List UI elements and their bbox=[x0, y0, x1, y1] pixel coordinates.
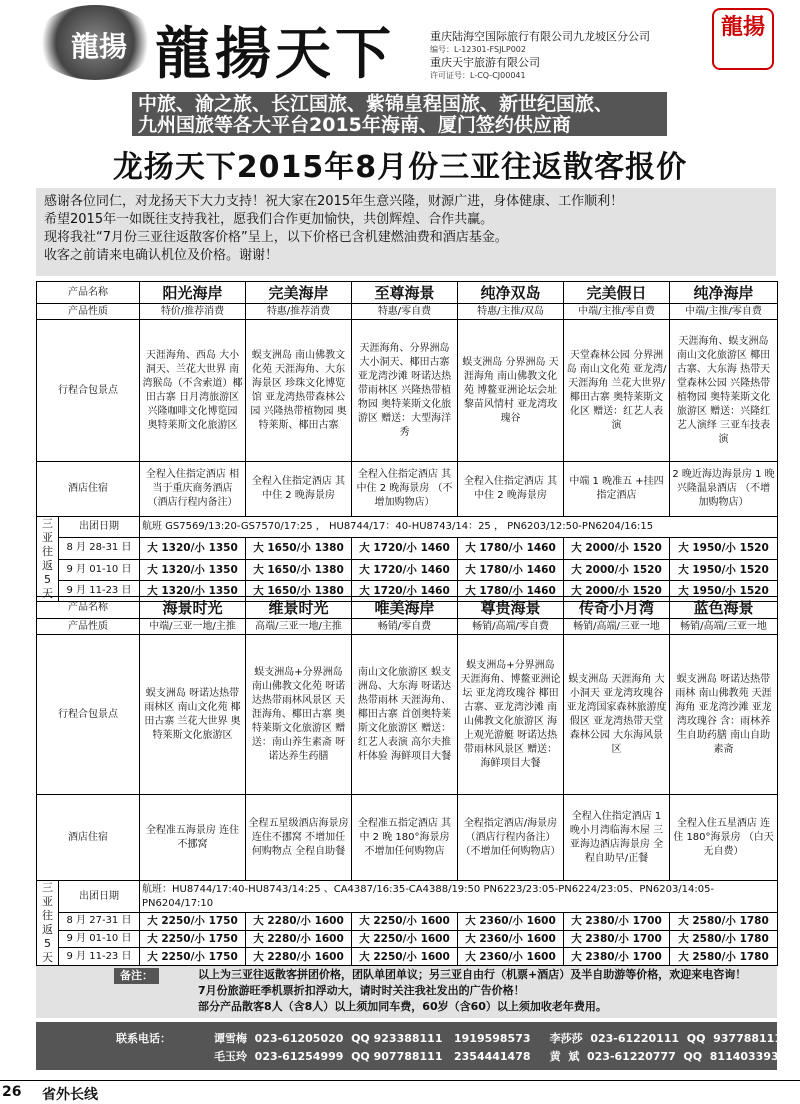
product-name: 蓝色海景 bbox=[670, 597, 778, 619]
hotel-cell: 全程准五海景房 连住不挪窝 bbox=[140, 795, 246, 881]
banner-line-1: 中旅、渝之旅、长江国旅、紫锦皇程国旅、新世纪国旅、 bbox=[138, 93, 614, 115]
route-label bbox=[37, 517, 59, 602]
date-cell: 9 月 11-23 日 bbox=[59, 580, 140, 601]
hotel-cell: 全程指定酒店/海景房 （酒店行程内备注） （不增加任何购物店） bbox=[458, 795, 564, 881]
product-name: 完美假日 bbox=[564, 282, 670, 304]
table-row bbox=[37, 462, 778, 517]
spots-cell: 蜈支洲岛+分界洲岛 南山佛教文化苑 呀诺达热带雨林风景区 天涯海角、椰田古寨 奥特莱斯文化旅游区 赠送：南山养生素斋 呀诺达养生药膳 bbox=[246, 635, 352, 795]
note-lines bbox=[198, 967, 746, 1015]
product-name: 阳光海岸 bbox=[140, 282, 246, 304]
product-name: 纯净海岸 bbox=[670, 282, 778, 304]
spots-cell: 天涯海角、西岛 大小洞天、兰花大世界 南湾猴岛（不含索道）椰田古寨 日月湾旅游区 兴隆咖啡文化博览园 奥特莱斯文化旅游区 bbox=[140, 320, 246, 462]
price-cell: 大 1780/小 1460 bbox=[458, 559, 564, 580]
price-cell: 大 1950/小 1520 bbox=[670, 580, 778, 601]
company-name-2: 重庆天宇旅游有限公司 bbox=[430, 56, 540, 69]
table-row bbox=[37, 635, 778, 795]
flight-info: 航班 GS7569/13:20-GS7570/17:25 ， HU8744/17：40-HU8743/14：25 ， PN6203/12:50-PN6204/16:15 bbox=[140, 517, 778, 538]
price-cell: 大 2580/小 1780 bbox=[670, 948, 778, 966]
date-cell: 8 月 28-31 日 bbox=[59, 538, 140, 559]
price-cell: 大 2280/小 1600 bbox=[246, 913, 352, 931]
route-label-line: 5天 bbox=[42, 573, 53, 600]
intro-line: 现将我社“7月份三亚往返散客价格”呈上，以下价格已含机建燃油费和酒店基金。 bbox=[44, 230, 508, 245]
supplier-banner bbox=[132, 92, 667, 136]
depart-label: 出团日期 bbox=[59, 881, 140, 913]
price-cell: 大 1650/小 1380 bbox=[246, 559, 352, 580]
product-nature: 特价/推荐消费 bbox=[140, 304, 246, 320]
page-footer bbox=[0, 1080, 800, 1101]
price-cell: 大 2580/小 1780 bbox=[670, 913, 778, 931]
intro-box bbox=[36, 188, 776, 276]
route-label-line: 三亚 bbox=[42, 881, 53, 908]
spots-cell: 蜈支洲岛 呀诺达热带雨林区 南山文化苑 椰田古寨 兰花大世界 奥特莱斯文化旅游区 bbox=[140, 635, 246, 795]
price-cell: 大 1720/小 1460 bbox=[352, 580, 458, 601]
price-cell: 大 2580/小 1780 bbox=[670, 930, 778, 948]
price-cell: 大 2000/小 1520 bbox=[564, 538, 670, 559]
product-name: 唯美海岸 bbox=[352, 597, 458, 619]
hotel-cell: 全程入住指定酒店 相当于重庆商务酒店 （酒店行程内备注） bbox=[140, 462, 246, 517]
price-cell: 大 2250/小 1600 bbox=[352, 948, 458, 966]
table-row bbox=[37, 320, 778, 462]
spots-cell: 蜈支洲岛 天涯海角 大小洞天 亚龙湾玫瑰谷 亚龙湾国家森林旅游度假区 亚龙湾热带天堂森林公园 大东海风景区 bbox=[564, 635, 670, 795]
route-label-line: 三亚 bbox=[42, 517, 53, 544]
price-cell: 大 1320/小 1350 bbox=[140, 538, 246, 559]
table-row bbox=[37, 881, 778, 913]
price-cell: 大 2380/小 1700 bbox=[564, 930, 670, 948]
product-nature: 畅销/高端/三亚一地 bbox=[670, 619, 778, 635]
note-box bbox=[36, 966, 777, 1018]
table-row bbox=[37, 538, 778, 559]
seal-stamp: 龍揚 bbox=[712, 8, 774, 70]
spots-cell: 天堂森林公园 分界洲岛 南山文化苑 亚龙湾/天涯海角 兰花大世界/椰田古寨 奥特莱斯文化区 赠送：红艺人表演 bbox=[564, 320, 670, 462]
note-tag: 备注： bbox=[114, 968, 159, 984]
spots-cell: 天涯海角、蜈支洲岛 南山文化旅游区 椰田古寨、大东海 热带天堂森林公园 兴隆热带植物园 奥特莱斯文化旅游区 赠送：兴隆红艺人演绎 三亚车技表演 bbox=[670, 320, 778, 462]
spots-label: 行程合包景点 bbox=[37, 320, 140, 462]
nature-label: 产品性质 bbox=[37, 304, 140, 320]
product-name: 维景时光 bbox=[246, 597, 352, 619]
company-name-1: 重庆陆海空国际旅行有限公司九龙坡区分公司 bbox=[430, 30, 650, 43]
price-cell: 大 2380/小 1700 bbox=[564, 948, 670, 966]
product-nature: 中端/主推/零自费 bbox=[564, 304, 670, 320]
product-label: 产品名称 bbox=[37, 597, 140, 619]
date-cell: 9 月 01-10 日 bbox=[59, 930, 140, 948]
route-label-line: 5天 bbox=[42, 937, 53, 964]
hotel-label: 酒店住宿 bbox=[37, 462, 140, 517]
price-table-1 bbox=[36, 281, 778, 602]
company-info bbox=[430, 30, 650, 82]
price-cell: 大 2360/小 1600 bbox=[458, 930, 564, 948]
date-cell: 9 月 11-23 日 bbox=[59, 948, 140, 966]
spots-cell: 南山文化旅游区 蜈支洲岛、大东海 呀诺达热带雨林 天涯海角、椰田古寨 首创奥特莱斯文化旅游区 赠送：红艺人表演 高尔夫推杆体验 海鲜项目大餐 bbox=[352, 635, 458, 795]
spots-cell: 蜈支洲岛 呀诺达热带雨林 南山佛教苑 天涯海角 亚龙湾沙滩 亚龙湾玫瑰谷 含：雨林养生自助药膳 南山自助素斋 bbox=[670, 635, 778, 795]
table-row bbox=[37, 517, 778, 538]
hotel-cell: 全程入住五星酒店 连住 180°海景房 （白天无自费） bbox=[670, 795, 778, 881]
price-cell: 大 1780/小 1460 bbox=[458, 580, 564, 601]
table-row bbox=[37, 913, 778, 931]
table-row bbox=[37, 795, 778, 881]
price-cell: 大 1650/小 1380 bbox=[246, 538, 352, 559]
hotel-label: 酒店住宿 bbox=[37, 795, 140, 881]
route-label-line: 往返 bbox=[42, 545, 53, 572]
route-label bbox=[37, 881, 59, 966]
date-cell: 9 月 01-10 日 bbox=[59, 559, 140, 580]
price-cell: 大 2360/小 1600 bbox=[458, 913, 564, 931]
spots-label: 行程合包景点 bbox=[37, 635, 140, 795]
table-row bbox=[37, 619, 778, 635]
spots-cell: 蜈支洲岛 南山佛教文化苑 天涯海角、大东海景区 珍珠文化博览馆 亚龙湾热带森林公园 兴隆热带植物园 奥特莱斯、椰田古寨 bbox=[246, 320, 352, 462]
product-name: 完美海岸 bbox=[246, 282, 352, 304]
price-cell: 大 2000/小 1520 bbox=[564, 559, 670, 580]
price-cell: 大 2250/小 1750 bbox=[140, 930, 246, 948]
contacts-row: 毛玉玲 023-61254999 QQ 907788111 2354441478 黄 斌 023-61220777 QQ 811403393 bbox=[214, 1050, 779, 1063]
product-nature: 中端/主推/零自费 bbox=[670, 304, 778, 320]
product-name: 传奇小月湾 bbox=[564, 597, 670, 619]
product-name: 尊贵海景 bbox=[458, 597, 564, 619]
product-name: 至尊海景 bbox=[352, 282, 458, 304]
price-cell: 大 1780/小 1460 bbox=[458, 538, 564, 559]
intro-line: 收客之前请来电确认机位及价格。谢谢！ bbox=[44, 248, 279, 263]
product-nature: 高端/三亚一地/主推 bbox=[246, 619, 352, 635]
product-nature: 畅销/零自费 bbox=[352, 619, 458, 635]
price-cell: 大 2280/小 1600 bbox=[246, 948, 352, 966]
product-nature: 畅销/高端/零自费 bbox=[458, 619, 564, 635]
hotel-cell: 全程入住指定酒店 其中住 2 晚海景房 bbox=[246, 462, 352, 517]
table-row bbox=[37, 304, 778, 320]
product-nature: 特惠/推荐消费 bbox=[246, 304, 352, 320]
brand-title: 龍揚天下 bbox=[155, 21, 395, 87]
spots-cell: 蜈支洲岛+分界洲岛 天涯海角、博鳌亚洲论坛 亚龙湾玫瑰谷 椰田古寨、亚龙湾沙滩 南山佛教文化旅游区 海上观光游艇 呀诺达热带雨林风景区 赠送：海鲜项目大餐 bbox=[458, 635, 564, 795]
license-1: 编号：L-12301-FSJLP002 bbox=[430, 45, 526, 54]
flight-info: 航班：HU8744/17:40-HU8743/14:25 、CA4387/16:35-CA4388/19:50 PN6223/23:05-PN6224/23:05、PN6203/14:05-PN6204/17:10 bbox=[140, 881, 778, 913]
hotel-cell: 全程入住指定酒店 其中住 2 晚海景房 （不增加购物店） bbox=[352, 462, 458, 517]
header bbox=[0, 0, 800, 90]
contacts-bar bbox=[36, 1022, 782, 1070]
table-row bbox=[37, 597, 778, 619]
note-line: 以上为三亚往返散客拼团价格，团队单团单议；另三亚自由行（机票+酒店）及半自助游等价格，欢迎来电咨询！ bbox=[198, 968, 747, 981]
banner-line-2: 九州国旅等各大平台2015年海南、厦门签约供应商 bbox=[138, 114, 571, 136]
price-cell: 大 1950/小 1520 bbox=[670, 559, 778, 580]
note-line: 7月份旅游旺季机票折扣浮动大，请时时关注我社发出的广告价格！ bbox=[198, 984, 525, 997]
logo-text: 龍揚 bbox=[71, 30, 128, 63]
spots-cell: 天涯海角、分界洲岛 大小洞天、椰田古寨 亚龙湾沙滩 呀诺达热带雨林区 兴隆热带植物园 奥特莱斯文化旅游区 赠送：大型海洋秀 bbox=[352, 320, 458, 462]
price-cell: 大 1950/小 1520 bbox=[670, 538, 778, 559]
table-row bbox=[37, 930, 778, 948]
price-cell: 大 1320/小 1350 bbox=[140, 580, 246, 601]
product-nature: 中端/三亚一地/主推 bbox=[140, 619, 246, 635]
nature-label: 产品性质 bbox=[37, 619, 140, 635]
product-nature: 特惠/主推/双岛 bbox=[458, 304, 564, 320]
page-number: 26 bbox=[2, 1084, 22, 1100]
price-cell: 大 2000/小 1520 bbox=[564, 580, 670, 601]
spots-cell: 蜈支洲岛 分界洲岛 天涯海角 南山佛教文化苑 博鳌亚洲论坛会址 黎苗风情村 亚龙湾玫瑰谷 bbox=[458, 320, 564, 462]
price-cell: 大 2250/小 1750 bbox=[140, 913, 246, 931]
date-cell: 8 月 27-31 日 bbox=[59, 913, 140, 931]
intro-line: 感谢各位同仁，对龙扬天下大力支持！祝大家在2015年生意兴隆，财源广进，身体健康、工作顺利！ bbox=[44, 194, 624, 209]
table-row bbox=[37, 282, 778, 304]
note-line: 部分产品散客8人（含8人）以上须加同车费，60岁（含60）以上须加收老年费用。 bbox=[198, 1000, 607, 1013]
logo bbox=[35, 5, 155, 80]
hotel-cell: 2 晚近海边海景房 1 晚兴隆温泉酒店 （不增加购物店） bbox=[670, 462, 778, 517]
contacts-row: 谭雪梅 023-61205020 QQ 923388111 1919598573 李莎莎 023-61220111 QQ 937788111 bbox=[214, 1032, 782, 1045]
table-row bbox=[37, 559, 778, 580]
hotel-cell: 全程准五指定酒店 其中 2 晚 180°海景房 不增加任何购物店 bbox=[352, 795, 458, 881]
product-name: 海景时光 bbox=[140, 597, 246, 619]
depart-label: 出团日期 bbox=[59, 517, 140, 538]
hotel-cell: 全程五星级酒店海景房 连住不挪窝 不增加任何购物点 全程自助餐 bbox=[246, 795, 352, 881]
route-label-line: 往返 bbox=[42, 909, 53, 936]
price-cell: 大 1320/小 1350 bbox=[140, 559, 246, 580]
table-row bbox=[37, 948, 778, 966]
page-title: 龙扬天下2015年8月份三亚往返散客报价 bbox=[112, 150, 688, 185]
price-cell: 大 1720/小 1460 bbox=[352, 538, 458, 559]
hotel-cell: 全程入住指定酒店 1 晚小月湾临海木屋 三亚海边酒店海景房 全程自助早/正餐 bbox=[564, 795, 670, 881]
price-cell: 大 2250/小 1750 bbox=[140, 948, 246, 966]
hotel-cell: 中端 1 晚准五 +挂四指定酒店 bbox=[564, 462, 670, 517]
price-cell: 大 1720/小 1460 bbox=[352, 559, 458, 580]
product-nature: 特惠/零自费 bbox=[352, 304, 458, 320]
product-label: 产品名称 bbox=[37, 282, 140, 304]
price-table-2 bbox=[36, 596, 778, 966]
section-name: 省外长线 bbox=[42, 1087, 98, 1103]
price-cell: 大 2280/小 1600 bbox=[246, 930, 352, 948]
intro-line: 希望2015年一如既往支持我社，愿我们合作更加愉快，共创辉煌、合作共赢。 bbox=[44, 212, 494, 227]
product-nature: 畅销/高端/三亚一地 bbox=[564, 619, 670, 635]
price-cell: 大 2250/小 1600 bbox=[352, 913, 458, 931]
product-name: 纯净双岛 bbox=[458, 282, 564, 304]
price-cell: 大 2380/小 1700 bbox=[564, 913, 670, 931]
contacts-label: 联系电话： bbox=[116, 1032, 171, 1045]
license-2: 许可证号：L-CQ-CJ00041 bbox=[430, 71, 526, 80]
price-cell: 大 2360/小 1600 bbox=[458, 948, 564, 966]
hotel-cell: 全程入住指定酒店 其中住 2 晚海景房 bbox=[458, 462, 564, 517]
price-cell: 大 1650/小 1380 bbox=[246, 580, 352, 601]
price-cell: 大 2250/小 1600 bbox=[352, 930, 458, 948]
